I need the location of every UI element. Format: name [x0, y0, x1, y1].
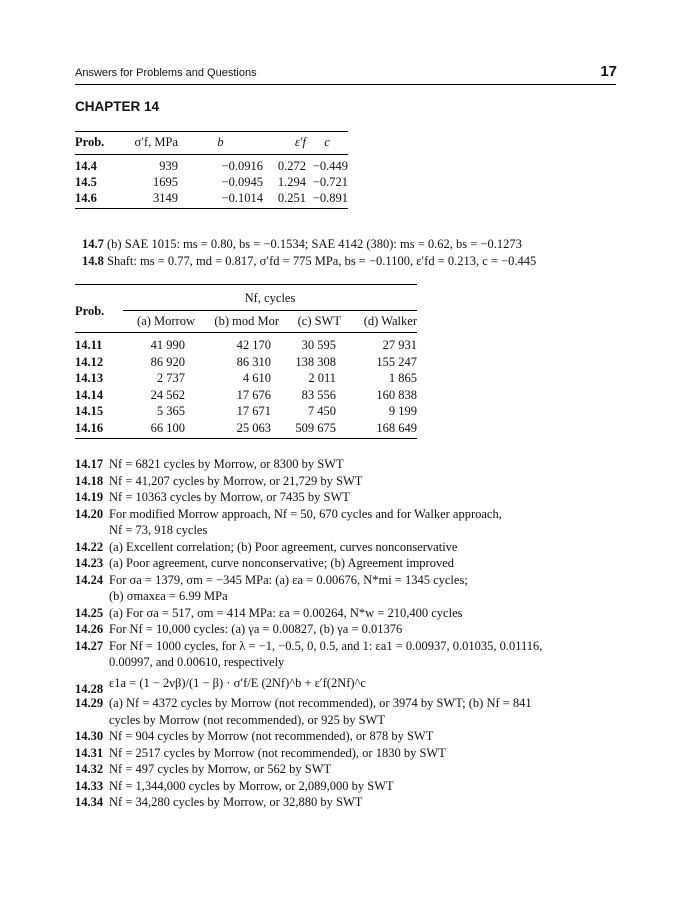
problem-number: 14.27 [75, 638, 104, 653]
table-cell: 4 610 [242, 371, 271, 385]
running-head: Answers for Problems and Questions [75, 67, 257, 79]
table-cell: 5 365 [156, 404, 185, 418]
table-cell: 0.272 [277, 159, 306, 173]
answer-item [75, 539, 635, 556]
table-cell: −0.721 [312, 175, 348, 189]
problem-number: 14.19 [75, 490, 104, 504]
answer-item [75, 506, 635, 539]
answer-item [75, 572, 635, 605]
table-cell: 83 556 [301, 387, 336, 402]
answer-item [75, 778, 635, 795]
table-cell: 509 675 [279, 420, 341, 439]
answer-item [75, 671, 635, 696]
answer-text: (a) Nf = 4372 cycles by Morrow (not recommended), or 3974 by SWT; (b) Nf = 841 [109, 696, 532, 710]
material-constants-table [75, 131, 348, 209]
table-cell: 41 990 [150, 338, 185, 352]
table-cell: 17 671 [236, 404, 271, 418]
table-cell: 1.294 [277, 175, 306, 189]
table-cell: 14.4 [75, 159, 97, 173]
answer-item [75, 489, 635, 506]
table-header: Prob. [75, 285, 123, 333]
answer-text: (a) For σa = 517, σm = 414 MPa: εa = 0.00264, N*w = 210,400 cycles [109, 605, 463, 620]
problem-number: 14.30 [75, 729, 104, 743]
table-cell: −0.891 [306, 190, 348, 209]
table-cell: 86 920 [150, 354, 185, 369]
answer-item [75, 621, 635, 638]
answers-14-7-14-8 [75, 236, 635, 270]
problem-number: 14.7 [82, 237, 104, 251]
answer-text: (a) Poor agreement, curve nonconservative; (b) Agreement improved [109, 556, 455, 570]
problem-number: 14.17 [75, 457, 104, 471]
table-cell: 86 310 [236, 354, 271, 369]
table-cell: 14.6 [75, 190, 123, 209]
table-row [75, 370, 417, 387]
answer-text: Nf = 41,207 cycles by Morrow, or 21,729 by SWT [109, 473, 363, 488]
table-row [75, 354, 417, 371]
chapter-title: CHAPTER 14 [75, 99, 160, 114]
answer-text: Nf = 6821 cycles by Morrow, or 8300 by SWT [109, 457, 344, 471]
answer-item [75, 695, 635, 728]
table-cell: 30 595 [301, 338, 336, 352]
table-cell: 1 865 [388, 371, 417, 385]
table-cell: 14.15 [75, 404, 104, 418]
table-cell: −0.0916 [221, 159, 263, 173]
answer-continuation: cycles by Morrow (not recommended), or 925 by SWT [109, 712, 385, 727]
table-cell: 3149 [123, 190, 178, 209]
table-header: c [306, 132, 348, 155]
answer-text: For Nf = 10,000 cycles: (a) γa = 0.00827, (b) γa = 0.01376 [109, 622, 403, 636]
problem-number: 14.22 [75, 539, 104, 554]
answer-text: For σa = 1379, σm = −345 MPa: (a) εa = 0.00676, N*mi = 1345 cycles; [109, 572, 468, 587]
answer-text: Nf = 1,344,000 cycles by Morrow, or 2,089,000 by SWT [109, 778, 394, 793]
answer-text: Nf = 497 cycles by Morrow, or 562 by SWT [109, 762, 332, 776]
table-header: b [178, 132, 263, 155]
table-header: Prob. [75, 132, 123, 155]
table-header: ε′f [263, 132, 306, 155]
table-cell: 0.251 [263, 190, 306, 209]
answer-continuation: (b) σmaxεa = 6.99 MPa [109, 589, 228, 603]
table-row [75, 155, 348, 175]
table-cell: 66 100 [123, 420, 195, 439]
answers-list [75, 456, 635, 811]
table-header: (b) mod Mor [195, 311, 279, 333]
table-cell: 9 199 [388, 404, 417, 418]
table-cell: 2 737 [156, 371, 185, 385]
table-cell: 14.11 [75, 338, 103, 352]
table-row [75, 387, 417, 404]
table-row [75, 333, 417, 354]
table-cell: 155 247 [376, 354, 417, 369]
problem-number: 14.32 [75, 762, 104, 776]
answer-text: Nf = 10363 cycles by Morrow, or 7435 by SWT [109, 490, 350, 504]
answer-line [75, 236, 635, 253]
problem-number: 14.33 [75, 778, 104, 793]
table-cell: 17 676 [236, 387, 271, 402]
problem-number: 14.18 [75, 473, 104, 488]
answer-item [75, 761, 635, 778]
table-header: (a) Morrow [123, 311, 195, 333]
answer-line [75, 253, 635, 270]
table-cell: 939 [159, 159, 178, 173]
table-header: (d) Walker [341, 311, 417, 333]
answer-text: Nf = 904 cycles by Morrow (not recommended), or 878 by SWT [109, 729, 434, 743]
table-cell: −0.449 [312, 159, 348, 173]
answer-item [75, 456, 635, 473]
problem-number: 14.20 [75, 506, 104, 521]
answer-text: Nf = 2517 cycles by Morrow (not recommended), or 1830 by SWT [109, 745, 446, 760]
table-cell: 14.14 [75, 387, 104, 402]
answer-item [75, 728, 635, 745]
answer-continuation: 0.00997, and 0.00610, respectively [109, 655, 285, 669]
answer-item [75, 745, 635, 762]
table-cell: −0.0945 [221, 175, 263, 189]
table-row [75, 403, 417, 420]
answer-item [75, 555, 635, 572]
answer-text: (a) Excellent correlation; (b) Poor agreement, curves nonconservative [109, 539, 458, 554]
answer-text: For Nf = 1000 cycles, for λ = −1, −0.5, 0, 0.5, and 1: εa1 = 0.00937, 0.01035, 0.01116, [109, 638, 543, 653]
table-cell: 138 308 [295, 354, 336, 369]
table-cell: 168 649 [341, 420, 417, 439]
problem-number: 14.23 [75, 556, 104, 570]
page-number: 17 [600, 63, 617, 80]
table-group-header: Nf, cycles [123, 285, 417, 311]
table-cell: 14.12 [75, 354, 104, 369]
problem-number: 14.34 [75, 795, 104, 809]
answer-text: Nf = 34,280 cycles by Morrow, or 32,880 by SWT [109, 795, 363, 809]
problem-number: 14.25 [75, 605, 104, 620]
problem-number: 14.26 [75, 622, 104, 636]
answer-item [75, 794, 635, 811]
problem-number: 14.24 [75, 572, 104, 587]
answer-item [75, 638, 635, 671]
table-row [75, 174, 348, 190]
answer-text: Shaft: ms = 0.77, md = 0.817, σ′fd = 775 MPa, bs = −0.1100, ε′fd = 0.213, c = −0.445 [107, 254, 537, 268]
answer-item [75, 605, 635, 622]
table-cell: −0.1014 [178, 190, 263, 209]
table-cell: 160 838 [376, 387, 417, 402]
table-cell: 42 170 [236, 338, 271, 352]
table-cell: 14.13 [75, 371, 104, 385]
table-cell: 25 063 [195, 420, 279, 439]
table-cell: 7 450 [307, 404, 336, 418]
table-cell: 24 562 [150, 387, 185, 402]
fatigue-life-table [75, 284, 417, 439]
problem-number: 14.8 [82, 254, 104, 268]
answer-text: (b) SAE 1015: ms = 0.80, bs = −0.1534; SAE 4142 (380): ms = 0.62, bs = −0.1273 [107, 237, 522, 251]
answer-item [75, 473, 635, 490]
answer-continuation: Nf = 73, 918 cycles [109, 523, 208, 537]
problem-number: 14.28 [75, 681, 104, 696]
header-rule [75, 84, 616, 85]
table-row [75, 420, 417, 439]
equation: ε1a = (1 − 2νβ)/(1 − β) · σ′f/E (2Nf)^b + ε′f(2Nf)^c [109, 675, 366, 690]
table-cell: 27 931 [382, 338, 417, 352]
table-cell: 2 011 [308, 371, 336, 385]
table-cell: 1695 [153, 175, 178, 189]
table-cell: 14.16 [75, 420, 123, 439]
problem-number: 14.29 [75, 696, 104, 710]
problem-number: 14.31 [75, 745, 104, 760]
table-row [75, 190, 348, 209]
table-header: (c) SWT [279, 311, 341, 333]
answer-text: For modified Morrow approach, Nf = 50, 670 cycles and for Walker approach, [109, 506, 502, 521]
table-header: σ′f, MPa [123, 132, 178, 155]
table-cell: 14.5 [75, 175, 97, 189]
